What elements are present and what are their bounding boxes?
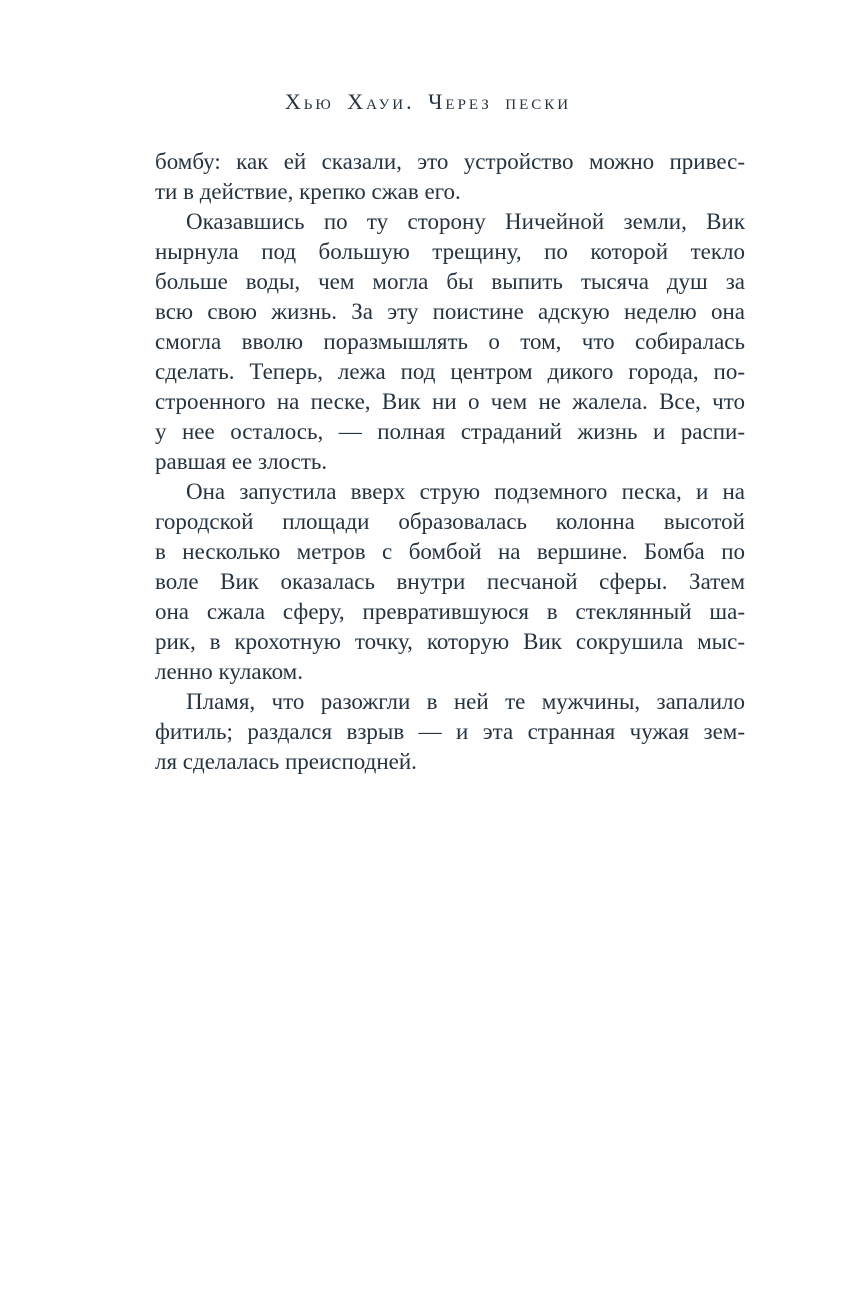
text-line: Она запустила вверх струю подземного песка, и на [186,479,745,504]
text-line: ленно кулаком. [155,659,303,684]
text-line: сделать. Теперь, лежа под центром дикого города, по- [155,359,745,384]
text-line: ти в действие, крепко сжав его. [155,179,461,204]
paragraph [155,147,745,207]
text-line: рик, в крохотную точку, которую Вик сокрушила мыс- [155,629,745,654]
text-line: ля сделалась преисподней. [155,749,417,774]
text-line: смогла вволю поразмышлять о том, что собиралась [155,329,745,354]
body-text [155,147,745,777]
text-line: больше воды, чем могла бы выпить тысяча душ за [155,269,745,294]
text-line: фитиль; раздался взрыв — и эта странная чужая зем- [155,719,745,744]
paragraph [155,687,745,777]
running-header: Хью Хауи. Через пески [284,89,572,114]
text-line: бомбу: как ей сказали, это устройство можно привес- [155,149,745,174]
paragraph [155,477,745,687]
text-line: строенного на песке, Вик ни о чем не жалела. Все, что [155,389,745,414]
paragraph [155,207,745,477]
text-line: всю свою жизнь. За эту поистине адскую неделю она [155,299,745,324]
text-line: городской площади образовалась колонна высотой [155,509,745,534]
text-line: Оказавшись по ту сторону Ничейной земли, Вик [186,209,745,234]
text-line: Пламя, что разожгли в ней те мужчины, запалило [186,689,745,714]
text-line: нырнула под большую трещину, по которой текло [155,239,745,264]
text-line: у нее осталось, — полная страданий жизнь и распи- [155,419,745,444]
text-line: она сжала сферу, превратившуюся в стеклянный ша- [155,599,745,624]
text-line: воле Вик оказалась внутри песчаной сферы. Затем [155,569,745,594]
text-line: равшая ее злость. [155,449,328,474]
text-line: в несколько метров с бомбой на вершине. Бомба по [155,539,745,564]
